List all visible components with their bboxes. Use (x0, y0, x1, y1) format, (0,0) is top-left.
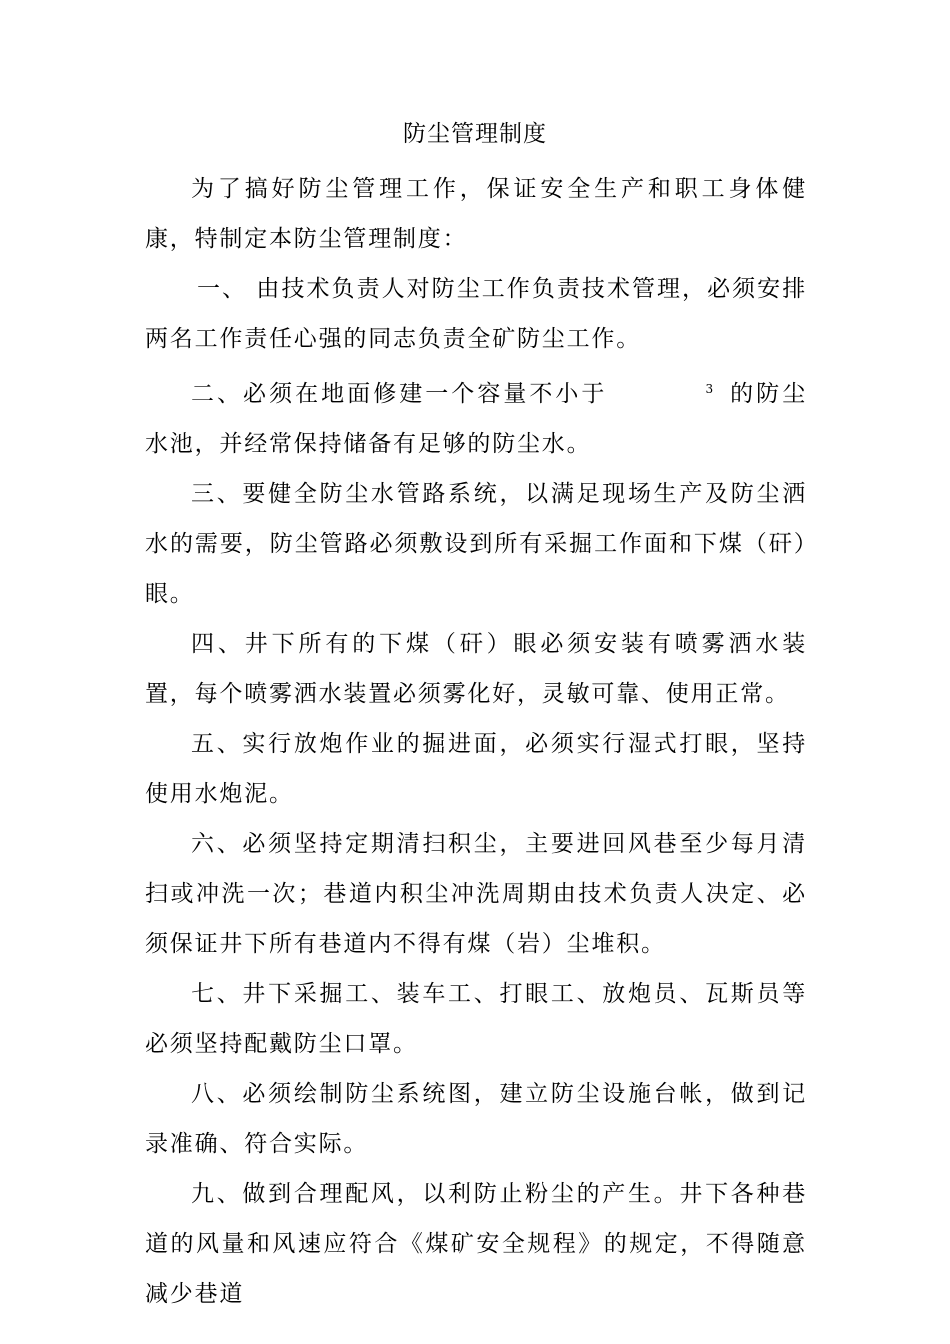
item-6-paragraph: 六、必须坚持定期清扫积尘，主要进回风巷至少每月清扫或冲洗一次；巷道内积尘冲洗周期由技术负责人决定、必须保证井下所有巷道内不得有煤（岩）尘堆积。 (145, 831, 807, 957)
item-8-paragraph: 八、必须绘制防尘系统图，建立防尘设施台帐，做到记录准确、符合实际。 (145, 1081, 807, 1157)
item-2-text-before: 二、必须在地面修建一个容量不小于 (191, 381, 608, 407)
intro-paragraph: 为了搞好防尘管理工作，保证安全生产和职工身体健康，特制定本防尘管理制度： (145, 176, 807, 252)
document-body (145, 164, 807, 1319)
item-5-paragraph: 五、实行放炮作业的掘进面，必须实行湿式打眼，坚持使用水炮泥。 (145, 731, 807, 807)
item-2-superscript: 3 (705, 382, 715, 396)
item-2-paragraph (145, 364, 807, 469)
item-1-paragraph: 一、 由技术负责人对防尘工作负责技术管理，必须安排两名工作责任心强的同志负责全矿防尘工作。 (145, 276, 807, 352)
item-4-paragraph: 四、井下所有的下煤（矸）眼必须安装有喷雾洒水装置，每个喷雾洒水装置必须雾化好，灵敏可靠、使用正常。 (145, 631, 807, 707)
item-3-paragraph: 三、要健全防尘水管路系统，以满足现场生产及防尘洒水的需要，防尘管路必须敷设到所有采掘工作面和下煤（矸）眼。 (145, 481, 807, 607)
item-9-paragraph: 九、做到合理配风，以利防止粉尘的产生。井下各种巷道的风量和风速应符合《煤矿安全规程》的规定，不得随意减少巷道 (145, 1181, 807, 1307)
item-7-paragraph: 七、井下采掘工、装车工、打眼工、放炮员、瓦斯员等必须坚持配戴防尘口罩。 (145, 981, 807, 1057)
document-title: 防尘管理制度 (403, 121, 547, 147)
item-2-text-after: 的防尘水池，并经常保持储备有足够的防尘水。 (145, 381, 807, 457)
